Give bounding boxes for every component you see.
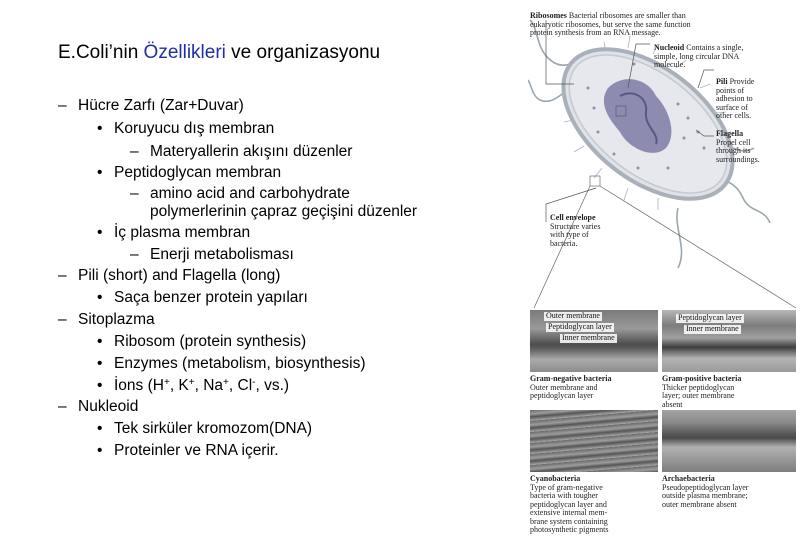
bacteria-figure bbox=[528, 8, 800, 536]
outline-item-cont: polymerlerinin çapraz geçişini düzenler bbox=[150, 203, 418, 220]
outline-item: • İç plasma membran bbox=[97, 224, 251, 241]
panel-cyanobacteria bbox=[530, 410, 658, 472]
slide-title bbox=[58, 42, 380, 64]
outline-item: • Proteinler ve RNA içerir. bbox=[97, 442, 279, 459]
title-highlight: Özellikleri bbox=[143, 42, 226, 63]
panel-gram-negative bbox=[530, 310, 658, 372]
panel-label: Inner membrane bbox=[686, 324, 739, 333]
title-prefix: E.Coli’nin bbox=[58, 42, 144, 63]
outline-item: – Materyallerin akışını düzenler bbox=[130, 143, 353, 160]
panel-label: Peptidoglycan layer bbox=[548, 322, 612, 331]
outline-item: – Sitoplazma bbox=[58, 311, 155, 328]
panel-archaebacteria bbox=[662, 410, 796, 472]
outline-item: – Enerji metabolisması bbox=[130, 246, 294, 263]
outline-item: • Ribosom (protein synthesis) bbox=[97, 333, 307, 350]
label-pili: Pili Provide points of adhesion to surface of other cells. bbox=[716, 77, 755, 120]
caption-gram-negative: Gram-negative bacteria Outer membrane and peptidoglycan layer bbox=[530, 374, 612, 400]
label-nucleoid: Nucleoid Contains a single, simple, long circular DNA molecule. bbox=[654, 43, 744, 69]
label-cell-envelope: Cell envelope Structure varies with type of bacteria. bbox=[550, 213, 601, 248]
panel-label: Inner membrane bbox=[562, 333, 615, 342]
outline-item: – Nukleoid bbox=[58, 398, 139, 415]
outline-item: • Enzymes (metabolism, biosynthesis) bbox=[97, 355, 366, 372]
outline-item: • Koruyucu dış membran bbox=[97, 120, 275, 137]
label-flagella: Flagella Propel cell through its surroundings. bbox=[716, 129, 760, 164]
caption-archaebacteria: Archaebacteria Pseudopeptidoglycan layer outside plasma membrane; outer membrane absent bbox=[662, 474, 749, 509]
outline-item: • Saça benzer protein yapıları bbox=[97, 289, 308, 306]
outline-item: – Hücre Zarfı (Zar+Duvar) bbox=[58, 97, 244, 114]
outline-item-ions: • İons (H+, K+, Na+, Cl-, vs.) bbox=[97, 377, 290, 394]
label-ribosomes: Ribosomes Bacterial ribosomes are smaller than eukaryotic ribosomes, but serve the same function protein synthesis from an RNA message. bbox=[530, 11, 691, 37]
panel-label: Outer membrane bbox=[546, 311, 600, 320]
caption-gram-positive: Gram-positive bacteria Thicker peptidoglycan layer; outer membrane absent bbox=[662, 374, 742, 409]
panel-gram-positive bbox=[662, 310, 796, 372]
title-suffix: ve organizasyonu bbox=[225, 42, 381, 63]
outline-item: – Pili (short) and Flagella (long) bbox=[58, 267, 281, 284]
outline-item: • Tek sirküler kromozom(DNA) bbox=[97, 420, 313, 437]
panel-label: Peptidoglycan layer bbox=[678, 313, 742, 322]
outline-item: • Peptidoglycan membran bbox=[97, 164, 282, 181]
caption-cyanobacteria: Cyanobacteria Type of gram-negative bacteria with tougher peptidoglycan layer and extensive internal mem- brane system containing photosynthetic pigments bbox=[530, 474, 609, 534]
outline-item: – amino acid and carbohydrate bbox=[130, 185, 350, 202]
